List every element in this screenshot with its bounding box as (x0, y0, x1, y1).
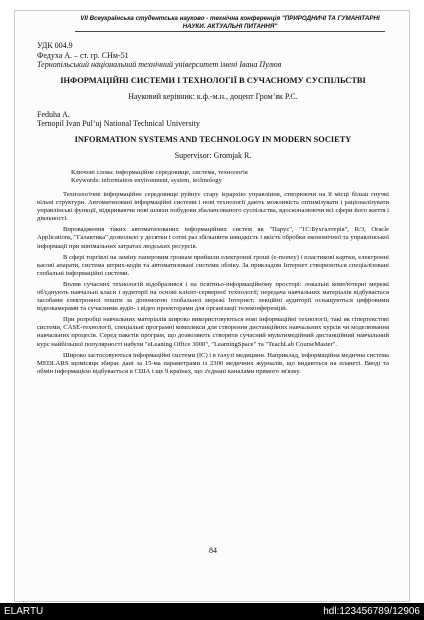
supervisor-ua: Науковий керівник: к.ф.-м.н., доцент Гром’як Р.С. (128, 91, 298, 101)
keywords-block (37, 169, 389, 185)
paragraph: Вплив сучасних технологій відобразився і на освітньо-інформаційному просторі: локальні комп'ютерні мережі об'єднують навчальні класи і аудиторії на основі клієнт-серверної технології; передача навчальних матеріалів відбувається засобами електронної пошти за допомогою глобальної мережі Інтернет; лекційні аудиторії оснащуються цифровими відеокамерами та сучасними аудіо- і відео проекторами для організації телеконференцій. (37, 280, 389, 313)
conference-running-head: VII Всеукраїнська студентська науково - технічна конференція "ПРИРОДНИЧІ ТА ГУМАНІТАРНІ НАУКИ. АКТУАЛЬНІ ПИТАННЯ" (75, 15, 385, 32)
keywords-ua: Ключові слова: інформаційне середовище, система, технологія (71, 168, 248, 176)
repository-footer-bar (0, 603, 424, 620)
institution-ua: Тернопільський національний технічний університет імені Івана Пулюя (37, 60, 282, 70)
author-en: Feduha A. (37, 109, 70, 119)
repository-name: ELARTU (4, 606, 44, 617)
page-number: 84 (209, 546, 217, 555)
title-en: INFORMATION SYSTEMS AND TECHNOLOGY IN MODERN SOCIETY (74, 134, 352, 144)
paragraph: При розробці навчальних матеріалів широко використовуються нові інформаційні технології, такі як гіпертекстові системи, CASE-технології, спеціальні програмні комплекси для створення дистанційних навчальних курсів чи моделювання навчальних процесів. Серед пакетів програм, що дозволяють створити сучасний мультимедійний дистанційний навчальний курс найбільшої популярності набули "eLeaning Office 3000", "LearningSpace" та "TeachLab CourseMaster". (37, 316, 389, 348)
keywords-en: Keywords: information environment, system, technology (71, 176, 222, 184)
handle-link[interactable]: hdl:123456789/12906 (323, 606, 420, 617)
paragraph: В сфері торгівлі на заміну паперовим грошам прийшли електронні гроші (e-money) і пластикові картки, електронні касові апарати, система штрих-кодів та автоматизовані системи обліку. За прикладом Інтернет створюються спеціалізовані глобальні інформаційні системи. (37, 253, 389, 277)
udc-code: УДК 004.9 (37, 41, 73, 50)
institution-en: Ternopil Ivan Pul’uj National Technical University (37, 119, 200, 129)
supervisor-en: Supervisor: Gromjak R. (174, 150, 252, 160)
paragraph: Впровадження таких автоматизованих інформаційних систем як "Парус", "1С:Бухгалтерія", R/3, Oracle Applications, "Галактика" дозволило у десятки і сотні раз збільшити швидкість і якість обробки економічної та управлінської інформації при мінімальних затратах людських ресурсів. (37, 226, 389, 250)
paragraph: Технологічне інформаційне середовище руйнує стару ієрархію управління, створюючи на її місці більш гнучкі вільні структури. Автоматизовані інформаційні системи і нові технології дають можливість оптимізувати і раціоналізувати управлінські функції, відкриваючи нові шляхи побудови збалансованого суспільства, вдосконалюючи всі сфери його життя і діяльності. (37, 190, 389, 223)
document-page (14, 10, 410, 602)
author-ua: Федуха А. – ст. гр. СНм-51 (37, 50, 129, 60)
paragraph: Широко застосовуються інформаційні системи (ІС) і в галузі медицини. Наприклад, інформаційна медична система MEDLARS щомісяця збирає дані за 15-ма параметрами із 2300 медичних журналів, що видаються на планеті. Вводі та обмін інформацією відбувається в США і ще 9 країнах, що з'єднані каналами прямого зв'язку. (37, 351, 389, 375)
article-body (37, 41, 389, 379)
title-ua: ІНФОРМАЦІЙНІ СИСТЕМИ І ТЕХНОЛОГІЇ В СУЧАСНОМУ СУСПІЛЬСТВІ (60, 75, 366, 85)
